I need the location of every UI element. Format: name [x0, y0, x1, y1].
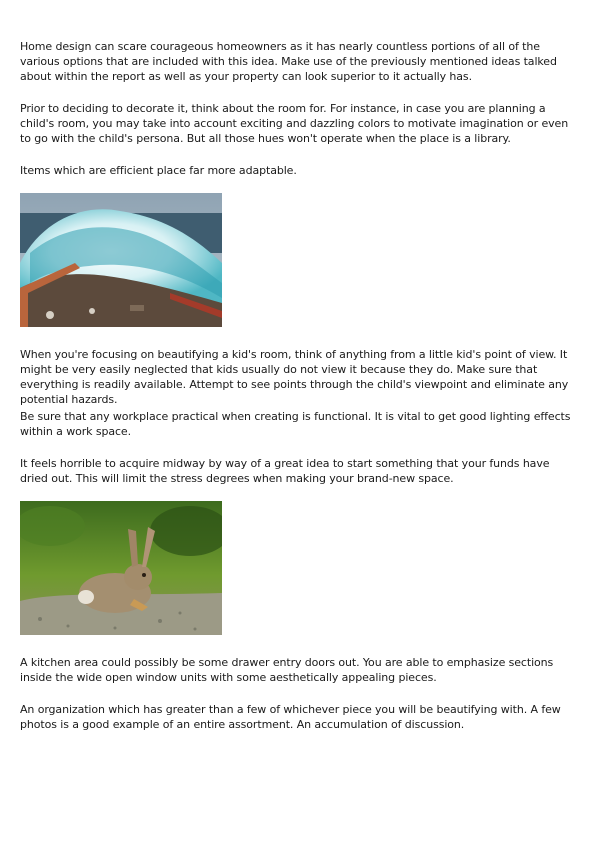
paragraph-7: A kitchen area could possibly be some drawer entry doors out. You are able to emphasize sections inside the wide open window units with some aesthetically appealing pieces.: [20, 656, 554, 684]
ocean-wave-image: [20, 193, 222, 327]
paragraph-4: When you're focusing on beautifying a kid's room, think of anything from a little kid's point of view. It might be very easily neglected that kids usually do not view it because they do. Make sure that everything is readily available. Attempt to see points through the child's viewpoint and eliminate any potential hazards.: [20, 348, 569, 406]
paragraph-5: Be sure that any workplace practical when creating is functional. It is vital to get good lighting effects within a work space.: [20, 410, 571, 438]
ocean-wave-photo: [20, 193, 222, 327]
paragraph-6: It feels horrible to acquire midway by way of a great idea to start something that your funds have dried out. This will limit the stress degrees when making your brand-new space.: [20, 457, 550, 485]
paragraph-3: Items which are efficient place far more adaptable.: [20, 164, 297, 177]
paragraph-8: An organization which has greater than a few of whichever piece you will be beautifying with. A few photos is a good example of an entire assortment. An accumulation of discussion.: [20, 703, 561, 731]
paragraph-2: Prior to deciding to decorate it, think about the room for. For instance, in case you are planning a child's room, you may take into account exciting and dazzling colors to motivate imagination or even to go with the child's persona. But all those hues won't operate when the place is a library.: [20, 102, 569, 145]
rabbit-photo: [20, 501, 222, 635]
paragraph-1: Home design can scare courageous homeowners as it has nearly countless portions of all of the various options that are included with this idea. Make use of the previously mentioned ideas talked about within the report as well as your property can look superior to it actually has.: [20, 40, 557, 83]
rabbit-image: [20, 501, 222, 635]
